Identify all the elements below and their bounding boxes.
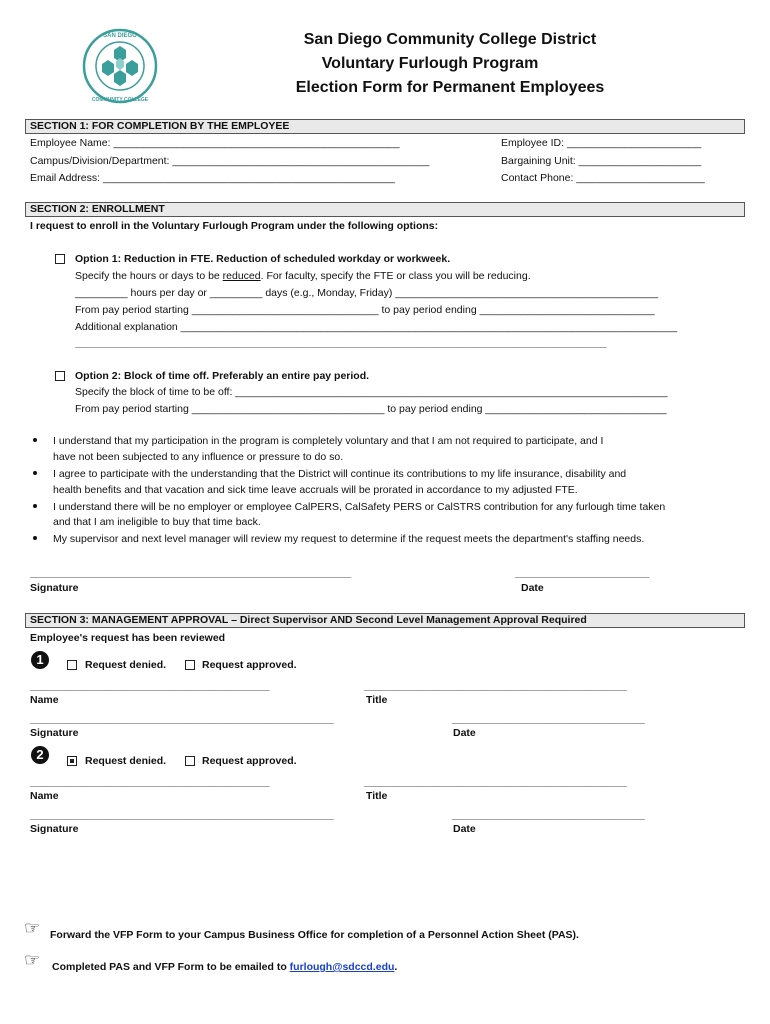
step1-name-line[interactable]: _________________________________________	[30, 680, 270, 692]
bullet-text: I agree to participate with the understanding that the District will continue its contributions to my life insurance, disability and	[53, 468, 627, 480]
forward-instruction: Forward the VFP Form to your Campus Business Office for completion of a Personnel Action Sheet (PAS).	[50, 929, 579, 941]
email-instruction-text: Completed PAS and VFP Form to be emailed to	[52, 961, 290, 973]
signature-label: Signature	[30, 823, 79, 835]
option1-period-field[interactable]: From pay period starting ________________________________ to pay period ending ______________________________	[75, 304, 655, 316]
option1-hours-field[interactable]: _________ hours per day or _________ days (e.g., Monday, Friday) _____________________________________________	[75, 287, 659, 299]
bullet-text: health benefits and that vacation and sick time leave accruals will be prorated in accordance to my adjusted FTE.	[53, 484, 578, 496]
step2-approved-label: Request approved.	[202, 755, 297, 767]
bullet-text: I understand that my participation in the program is completely voluntary and that I am not required to participate, and I	[53, 435, 604, 447]
bullet-dot	[33, 536, 37, 540]
enroll-intro: I request to enroll in the Voluntary Furlough Program under the following options:	[30, 220, 439, 232]
email-instruction	[52, 961, 397, 973]
date-label: Date	[521, 582, 544, 594]
bullet-dot	[33, 504, 37, 508]
step-1-badge: 1	[31, 651, 49, 669]
section1-header: SECTION 1: FOR COMPLETION BY THE EMPLOYEE	[25, 119, 745, 134]
step1-approved-checkbox[interactable]	[185, 660, 195, 670]
sdccd-logo	[82, 28, 158, 104]
option2-title: Option 2: Block of time off. Preferably an entire pay period.	[75, 370, 370, 382]
signature-label: Signature	[30, 727, 79, 739]
pointing-hand-icon: ☞	[24, 950, 41, 970]
option1-specify-b: . For faculty, specify the FTE or class you will be reducing.	[260, 270, 531, 282]
bullet-text: My supervisor and next level manager will review my request to determine if the request meets the department's staffing needs.	[53, 533, 645, 545]
step2-signature-line[interactable]: ____________________________________________________	[30, 809, 334, 821]
option2-specify-field[interactable]: Specify the block of time to be off: __________________________________________________________________________	[75, 386, 668, 398]
bullet-text: have not been subjected to any influence or pressure to do so.	[53, 451, 344, 463]
name-label: Name	[30, 694, 59, 706]
email-field[interactable]: Email Address: __________________________________________________	[30, 172, 395, 184]
section3-header: SECTION 3: MANAGEMENT APPROVAL – Direct Supervisor AND Second Level Management Approval Required	[25, 613, 745, 628]
step2-name-line[interactable]: _________________________________________	[30, 776, 270, 788]
option1-explanation-field[interactable]: Additional explanation _____________________________________________________________________________________	[75, 321, 678, 333]
option1-specify-a: Specify the hours or days to be	[75, 270, 223, 282]
title-label: Title	[366, 694, 388, 706]
contact-phone-field[interactable]: Contact Phone: ______________________	[501, 172, 705, 184]
step1-denied-label: Request denied.	[85, 659, 167, 671]
bullet-dot	[33, 471, 37, 475]
option1-specify	[75, 270, 531, 282]
title-label: Title	[366, 790, 388, 802]
section2-header: SECTION 2: ENROLLMENT	[25, 202, 745, 217]
bargaining-unit-field[interactable]: Bargaining Unit: _____________________	[501, 155, 702, 167]
signature-label: Signature	[30, 582, 79, 594]
campus-field[interactable]: Campus/Division/Department: ____________________________________________	[30, 155, 430, 167]
header-title	[240, 28, 660, 100]
bullet-dot	[33, 438, 37, 442]
step2-title-line[interactable]: _____________________________________________	[364, 776, 627, 788]
step1-title-line[interactable]: _____________________________________________	[364, 680, 627, 692]
option1-checkbox[interactable]	[55, 254, 65, 264]
svg-text:SAN DIEGO: SAN DIEGO	[103, 33, 137, 39]
employee-signature-line[interactable]: _______________________________________________________	[30, 567, 352, 579]
step2-approved-checkbox[interactable]	[185, 756, 195, 766]
step2-denied-checkbox[interactable]	[67, 756, 77, 766]
option1-title: Option 1: Reduction in FTE. Reduction of scheduled workday or workweek.	[75, 253, 451, 265]
org-name: San Diego Community College District	[303, 31, 597, 48]
step2-denied-label: Request denied.	[85, 755, 167, 767]
reviewed-label: Employee's request has been reviewed	[30, 632, 226, 644]
employee-name-field[interactable]: Employee Name: _________________________________________________	[30, 137, 400, 149]
step1-denied-checkbox[interactable]	[67, 660, 77, 670]
employee-id-field[interactable]: Employee ID: _______________________	[501, 137, 702, 149]
bullet-text: and that I am ineligible to buy that time back.	[53, 516, 261, 528]
step-2-badge: 2	[31, 746, 49, 764]
option1-extra-line[interactable]: ___________________________________________________________________________________________	[75, 337, 607, 349]
step2-date-line[interactable]: _________________________________	[452, 809, 645, 821]
svg-text:COMMUNITY COLLEGE: COMMUNITY COLLEGE	[91, 97, 149, 103]
employee-date-line[interactable]: _______________________	[515, 567, 650, 579]
bullet-text: I understand there will be no employer or employee CalPERS, CalSafety PERS or CalSTRS contribution for any furlough time taken	[53, 501, 666, 513]
option2-period-field[interactable]: From pay period starting _________________________________ to pay period ending _______________________________	[75, 403, 667, 415]
option1-specify-underlined: reduced	[222, 270, 261, 282]
pointing-hand-icon: ☞	[24, 918, 41, 938]
date-label: Date	[453, 823, 476, 835]
date-label: Date	[453, 727, 476, 739]
step1-signature-line[interactable]: ____________________________________________________	[30, 713, 334, 725]
email-instruction-period: .	[394, 961, 398, 973]
program-name: Voluntary Furlough Program	[321, 55, 539, 72]
step1-date-line[interactable]: _________________________________	[452, 713, 645, 725]
furlough-email-link[interactable]: furlough@sdccd.edu	[289, 961, 395, 973]
step1-approved-label: Request approved.	[202, 659, 297, 671]
form-name: Election Form for Permanent Employees	[295, 79, 605, 96]
name-label: Name	[30, 790, 59, 802]
option2-checkbox[interactable]	[55, 371, 65, 381]
